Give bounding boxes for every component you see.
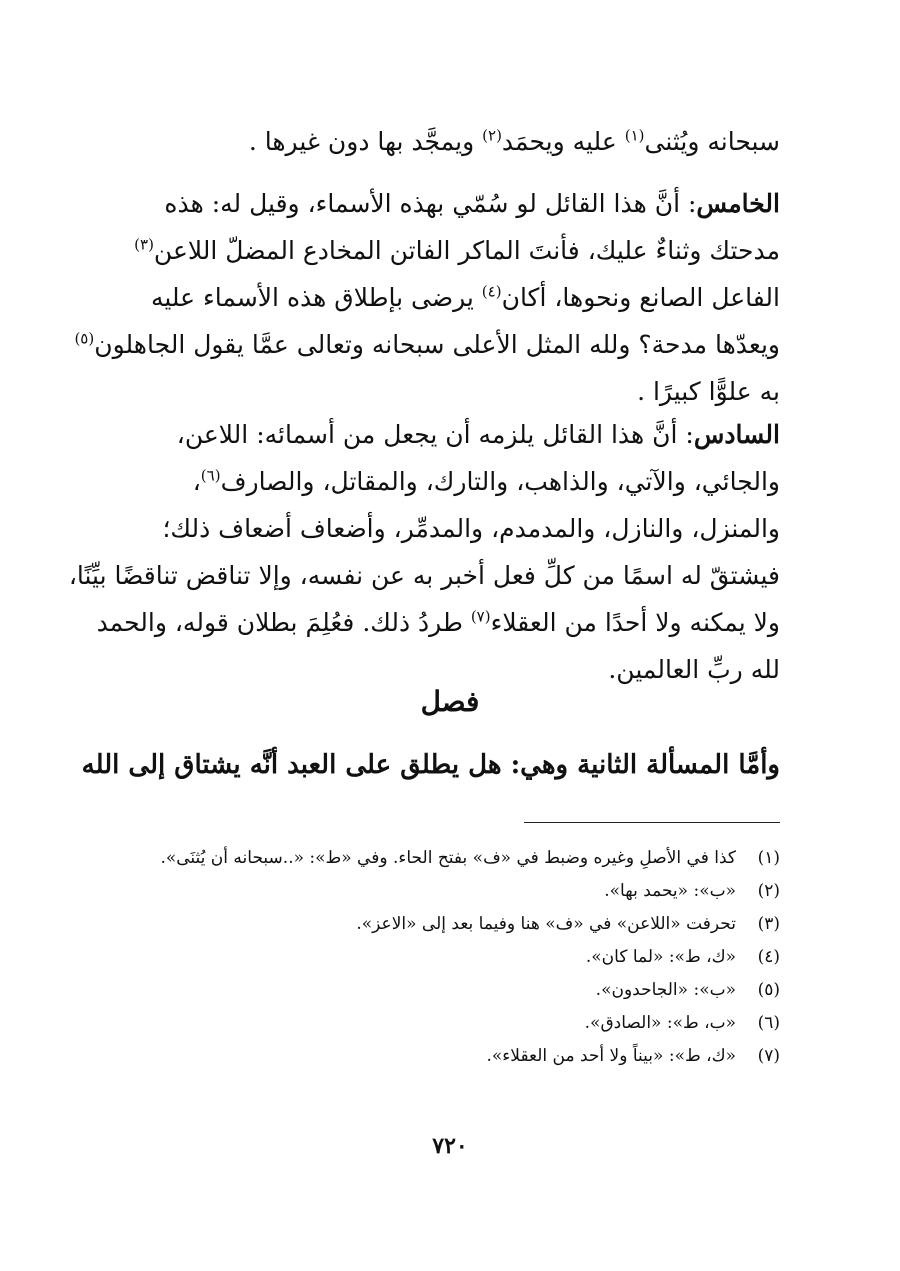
section-heading: فصل: [420, 685, 480, 718]
footnote-text: «ك، ط»: «لما كان».: [585, 947, 736, 967]
text-run: يرضى بإطلاق هذه الأسماء عليه: [150, 283, 482, 312]
footnote-ref-6[interactable]: (٦): [200, 466, 221, 485]
intro-line-1: [118, 118, 780, 165]
footnote-number: (١): [757, 848, 780, 868]
footnote-number: (٣): [757, 914, 780, 934]
text-run: مدحتك وثناءٌ عليك، فأنتَ الماكر الفاتن المخادع المضلّ اللاعن: [153, 236, 780, 265]
footnote-text: «ب، ط»: «الصادق».: [584, 1013, 736, 1033]
footnote-text: «ك، ط»: «بيناً ولا أحد من العقلاء».: [486, 1046, 736, 1066]
text-run: ويعدّها مدحة؟ ولله المثل الأعلى سبحانه وتعالى عمَّا يقول الجاهلون: [94, 330, 780, 359]
footnote-text: كذا في الأصلِ وغيره وضبط في «ف» بفتح الحاء. وفي «ط»: «..سبحانه أن يُثنَى».: [160, 848, 736, 868]
text-run: عليه ويحمَد: [501, 127, 625, 156]
footnote-ref-2[interactable]: (٢): [482, 126, 502, 145]
text-run: والجائي، والآتي، والذاهب، والتارك، والمقاتل، والصارف: [220, 467, 780, 496]
sixth-line-6: لله ربِّ العالمين.: [608, 655, 780, 684]
text-run: ولا يمكنه ولا أحدًا من العقلاء: [490, 608, 780, 637]
paragraph-fifth: [74, 180, 780, 415]
footnote-item: [118, 908, 780, 941]
footnote-item: [118, 875, 780, 908]
footnote-number: (٥): [757, 980, 780, 1000]
text-run: : أنَّ هذا القائل يلزمه أن يجعل من أسمائه: اللاعن،: [176, 420, 694, 449]
page-number: ٧٢٠: [432, 1133, 468, 1159]
footnote-item: [118, 1007, 780, 1040]
footnotes-list: [118, 842, 780, 1073]
footnote-divider: [524, 822, 780, 823]
paragraph-sixth: [68, 411, 780, 693]
paragraph-intro: [118, 118, 780, 165]
footnote-number: (٧): [757, 1046, 780, 1066]
footnote-text: «ب»: «الجاحدون».: [595, 980, 736, 1000]
footnote-text: تحرفت «اللاعن» في «ف» هنا وفيما بعد إلى «الاعز».: [356, 914, 736, 934]
text-run: سبحانه ويُثنى: [644, 127, 780, 156]
footnote-ref-7[interactable]: (٧): [470, 607, 491, 626]
footnote-ref-1[interactable]: (١): [624, 126, 645, 145]
footnote-text: «ب»: «يحمد بها».: [604, 881, 736, 901]
section-question: وأمَّا المسألة الثانية وهي: هل يطلق على العبد أنَّه يشتاق إلى الله: [81, 750, 780, 780]
fifth-line-4: [74, 321, 780, 368]
text-run: : أنَّ هذا القائل لو سُمّي بهذه الأسماء، وقيل له: هذه: [164, 189, 697, 218]
sixth-line-4: فيشتقّ له اسمًا من كلِّ فعل أخبر به عن نفسه، وإلا تناقض تناقضًا بيِّنًا،: [68, 561, 780, 590]
text-run: طردُ ذلك. فعُلِمَ بطلان قوله، والحمد: [96, 608, 471, 637]
footnote-item: [118, 842, 780, 875]
text-run: الفاعل الصانع ونحوها، أكان: [501, 283, 780, 312]
text-run: ويمجَّد بها دون غيرها .: [248, 127, 483, 156]
footnote-ref-4[interactable]: (٤): [481, 282, 502, 301]
fifth-line-5: به علوًّا كبيرًا .: [637, 377, 780, 406]
footnote-number: (٤): [757, 947, 780, 967]
sixth-line-2: [118, 458, 780, 505]
fifth-line-1: [118, 180, 780, 227]
footnote-number: (٢): [757, 881, 780, 901]
sixth-line-1: [118, 411, 780, 458]
footnote-item: [118, 1040, 780, 1073]
footnote-number: (٦): [757, 1013, 780, 1033]
paragraph-label-sixth: السادس: [693, 420, 780, 449]
footnote-item: [118, 941, 780, 974]
sixth-line-5: [96, 599, 780, 646]
text-run: ،: [192, 467, 201, 496]
footnote-ref-5[interactable]: (٥): [74, 329, 95, 348]
sixth-line-3: والمنزل، والنازل، والمدمدم، والمدمِّر، وأضعاف أضعاف ذلك؛: [162, 514, 780, 543]
fifth-line-3: [118, 274, 780, 321]
fifth-line-2: [118, 227, 780, 274]
footnote-item: [118, 974, 780, 1007]
paragraph-label-fifth: الخامس: [696, 189, 780, 218]
footnote-ref-3[interactable]: (٣): [134, 235, 154, 254]
